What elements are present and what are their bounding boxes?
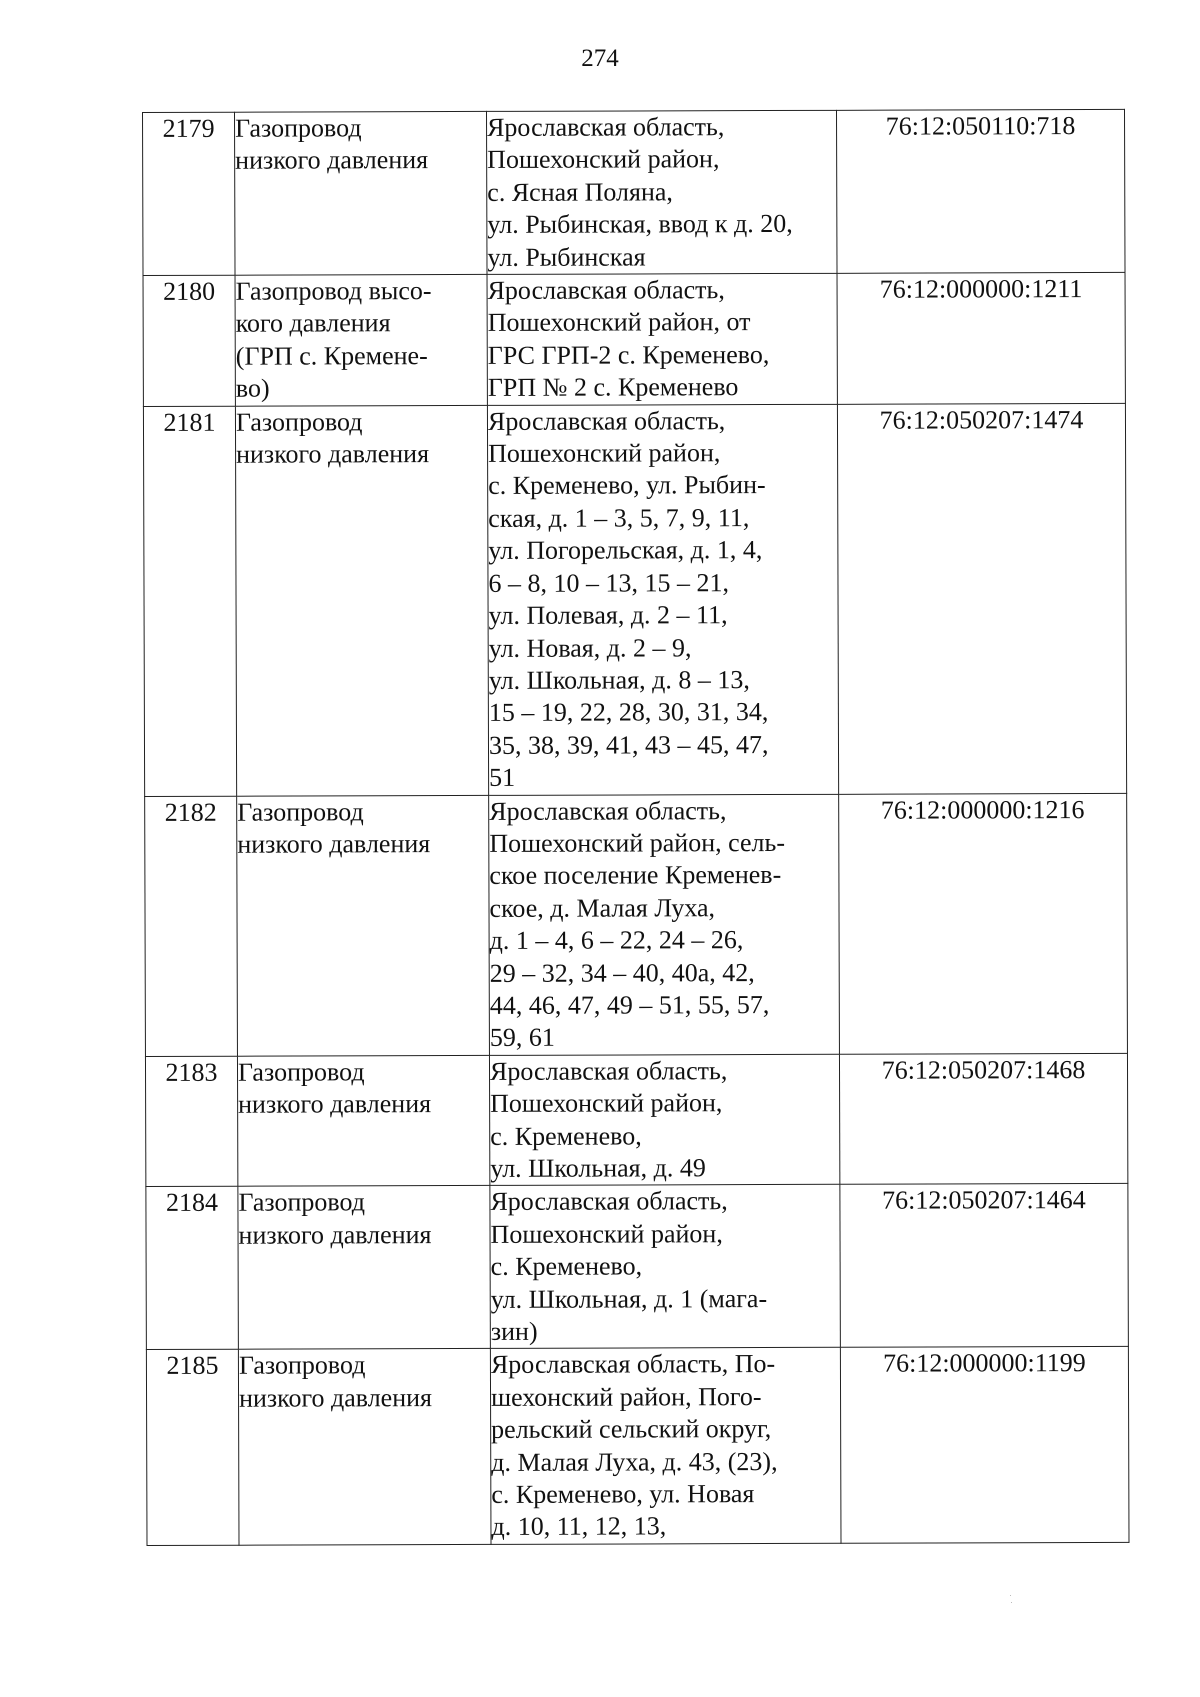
object-name-cell [235,111,488,275]
address-cell [489,794,840,1055]
address-line: Пошехонский район, [487,144,720,175]
object-name-line: Газопровод [238,1350,366,1381]
address-line: с. Кременево, ул. Новая [491,1479,755,1509]
gas-pipeline-registry-table [142,109,1129,1546]
address-line: 59, 61 [489,1023,555,1053]
page-number: 274 [581,45,619,72]
row-number: 2179 [143,112,236,275]
address-line: ул. Полевая, д. 2 – 11, [488,600,728,631]
address-line: Ярославская область, По- [490,1349,776,1380]
address-line: Пошехонский район, от [487,307,751,338]
object-name-line: Газопровод [235,406,363,437]
address-line: ул. Рыбинская, ввод к д. 20, [487,209,793,240]
address-line: Ярославская область, [487,112,725,142]
address-line: зин) [490,1316,538,1346]
object-name-line: Газопровод [238,1187,366,1218]
address-cell [490,1185,841,1349]
object-name-line: низкого давления [238,1089,432,1119]
cadastral-number: 76:12:000000:1199 [840,1347,1129,1543]
address-line: д. 1 – 4, 6 – 22, 24 – 26, [489,925,744,956]
object-name-line: Газопровод [237,796,364,827]
address-line: ул. Школьная, д. 49 [490,1153,706,1183]
cadastral-number: 76:12:000000:1216 [839,793,1128,1054]
address-line: с. Кременево, [490,1251,643,1282]
address-line: 35, 38, 39, 41, 43 – 45, 47, [488,729,769,760]
cadastral-number: 76:12:050207:1464 [840,1184,1129,1348]
address-line: 29 – 32, 34 – 40, 40а, 42, [489,957,755,988]
address-cell [489,1054,839,1186]
cadastral-number: 76:12:050207:1468 [839,1053,1127,1185]
cadastral-number: 76:12:050110:718 [836,109,1125,273]
table-row [145,793,1128,1056]
address-cell [490,1348,841,1545]
table-row [146,1347,1129,1546]
row-number: 2185 [146,1350,239,1546]
address-cell [487,273,837,405]
row-number: 2183 [145,1056,237,1187]
scan-speck [1010,1595,1011,1596]
address-line: ГРС ГРП-2 с. Кременево, [487,339,770,370]
scan-speck [1011,1602,1012,1603]
object-name-line: Газопровод высо- [235,276,432,306]
address-cell [487,404,838,795]
table-row [143,403,1126,796]
object-name-cell [238,1349,491,1545]
address-cell [486,110,837,274]
object-name-line: низкого давления [238,1382,433,1413]
object-name-cell [237,1055,489,1186]
cadastral-number: 76:12:000000:1211 [837,272,1125,404]
address-line: с. Ясная Поляна, [487,177,673,207]
object-name-cell [237,795,490,1056]
address-line: ул. Школьная, д. 1 (мага- [490,1283,768,1314]
address-line: ГРП № 2 с. Кременево [487,372,739,403]
address-line: 15 – 19, 22, 28, 30, 31, 34, [488,697,769,728]
address-line: с. Кременево, ул. Рыбин- [488,470,766,501]
address-line: д. Малая Луха, д. 43, (23), [491,1446,778,1477]
address-line: шехонский район, Пого- [490,1381,762,1412]
address-line: Ярославская область, [489,1055,728,1086]
address-line: Ярославская область, [487,275,725,305]
address-line: 6 – 8, 10 – 13, 15 – 21, [488,567,730,598]
table-row [143,109,1126,275]
object-name-line: низкого давления [236,439,430,469]
address-line: 51 [489,762,516,793]
row-number: 2181 [143,406,236,796]
address-line: ская, д. 1 – 3, 5, 7, 9, 11, [488,502,750,533]
address-line: Ярославская область, [490,1186,728,1217]
object-name-line: низкого давления [237,829,431,859]
table-row [146,1184,1129,1350]
object-name-line: (ГРП с. Кремене- [235,340,428,371]
object-name-line: Газопровод [237,1057,365,1087]
object-name-cell [238,1186,491,1350]
table-row [145,1053,1127,1187]
object-name-cell [235,274,487,405]
address-line: ул. Новая, д. 2 – 9, [488,632,692,663]
address-line: д. 10, 11, 12, 13, [491,1511,667,1542]
address-line: рельский сельский округ, [491,1414,772,1445]
address-line: Пошехонский район, [488,438,721,468]
address-line: ское поселение Кременев- [489,860,782,891]
address-line: Пошехонский район, сель- [489,827,786,858]
address-line: ул. Школьная, д. 8 – 13, [488,664,750,695]
address-line: Пошехонский район, [490,1218,723,1249]
row-number: 2184 [146,1187,239,1350]
object-name-line: кого давления [235,308,391,339]
address-line: ул. Погорельская, д. 1, 4, [488,535,763,566]
address-line: с. Кременево, [490,1121,642,1151]
object-name-line: Газопровод [235,113,362,143]
table-row [143,272,1125,406]
address-line: Ярославская область, [489,795,727,826]
address-line: ское, д. Малая Луха, [489,892,716,923]
address-line: Пошехонский район, [490,1088,723,1119]
address-line: 44, 46, 47, 49 – 51, 55, 57, [489,990,770,1020]
row-number: 2180 [143,275,235,406]
object-name-cell [235,405,488,796]
object-name-line: низкого давления [238,1219,432,1250]
address-line: Ярославская область, [487,405,726,436]
row-number: 2182 [145,796,238,1057]
registry-table-body [143,109,1129,1545]
object-name-line: во) [235,373,270,403]
address-line: ул. Рыбинская [487,242,646,272]
object-name-line: низкого давления [235,145,429,176]
cadastral-number: 76:12:050207:1474 [837,403,1126,794]
